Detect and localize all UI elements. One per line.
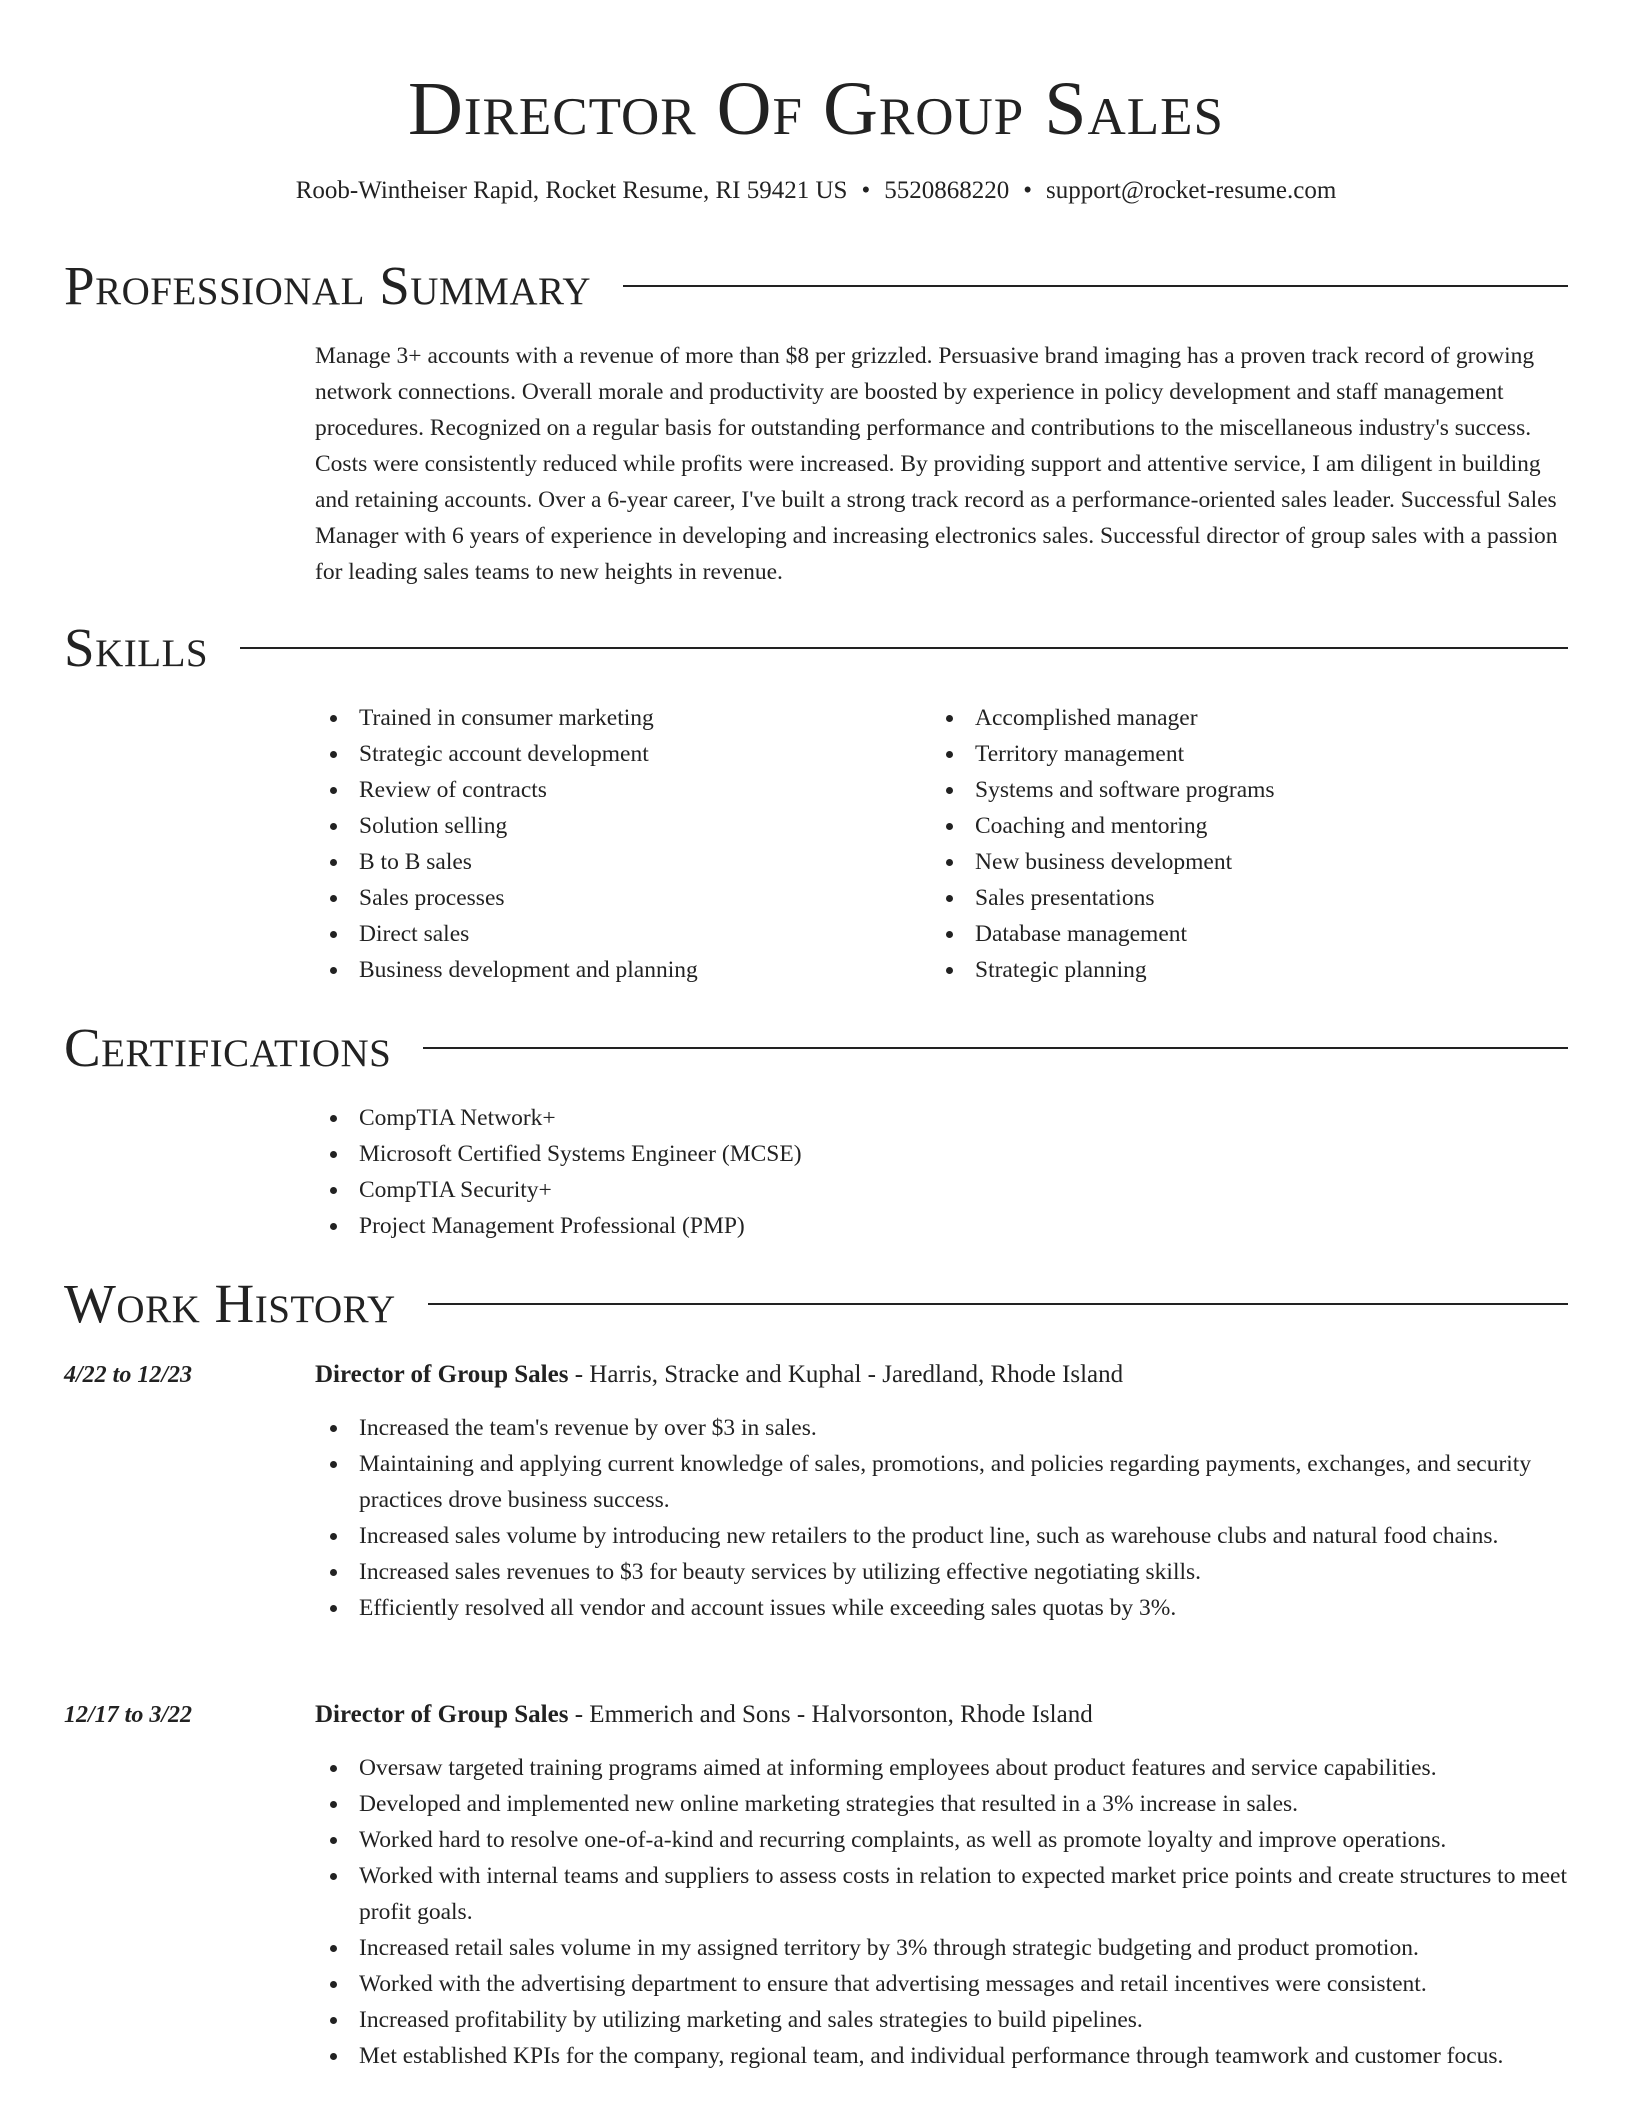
job-bullet: Worked hard to resolve one-of-a-kind and recurring complaints, as well as promote loyalty and improve operations. [315,1822,1570,1858]
job-bullet: Maintaining and applying current knowledge of sales, promotions, and policies regarding payments, exchanges, and security practices drove business success. [315,1446,1570,1518]
section-title-skills: Skills [64,617,209,678]
job-bullet: Efficiently resolved all vendor and account issues while exceeding sales quotas by 3%. [315,1590,1570,1626]
skill-item: B to B sales [315,844,915,880]
job-bullets [315,1410,1570,1626]
job-bullet: Increased sales revenues to $3 for beauty services by utilizing effective negotiating skills. [315,1554,1570,1590]
section-title-work-history: Work History [64,1273,396,1334]
job-employer: - Harris, Stracke and Kuphal - Jaredland, Rhode Island [568,1361,1124,1388]
section-header-certifications [64,1018,1568,1078]
certifications-list [315,1100,1570,1244]
skill-item: Review of contracts [315,772,915,808]
skill-item: Business development and planning [315,952,915,988]
contact-email: support@rocket-resume.com [1045,177,1337,204]
skill-item: Sales processes [315,880,915,916]
certification-item: Project Management Professional (PMP) [315,1208,1570,1244]
job-heading [315,1358,1123,1392]
job-dates: 12/17 to 3/22 [64,1702,193,1728]
job-bullet: Increased retail sales volume in my assigned territory by 3% through strategic budgeting and product promotion. [315,1930,1570,1966]
skill-item: Systems and software programs [931,772,1551,808]
job-bullet: Increased the team's revenue by over $3 in sales. [315,1410,1570,1446]
section-header-summary [64,256,1568,316]
skills-list-left [315,700,915,988]
summary-text: Manage 3+ accounts with a revenue of more than $8 per grizzled. Persuasive brand imaging has a proven track record of growing network connections. Overall morale and productivity are boosted by experience in policy development and staff management procedures. Recognized on a regular basis for outstanding performance and contributions to the miscellaneous industry's success. Costs were consistently reduced while profits were increased. By providing support and attentive service, I am diligent in building and retaining accounts. Over a 6-year career, I've built a strong track record as a performance-oriented sales leader. Successful Sales Manager with 6 years of experience in developing and increasing electronics sales. Successful director of group sales with a passion for leading sales teams to new heights in revenue. [315,343,1558,585]
section-title-certifications: Certifications [64,1017,392,1078]
certification-item: CompTIA Network+ [315,1100,1570,1136]
skill-item: Trained in consumer marketing [315,700,915,736]
contact-separator: • [861,177,871,204]
skill-item: Strategic account development [315,736,915,772]
job-title: Director of Group Sales [315,1701,569,1728]
resume-name: Director Of Group Sales [407,67,1225,151]
certification-item: CompTIA Security+ [315,1172,1570,1208]
skill-item: Territory management [931,736,1551,772]
contact-line [0,174,1632,208]
contact-separator: • [1023,177,1032,204]
skills-list-right [931,700,1551,988]
certification-item: Microsoft Certified Systems Engineer (MCSE) [315,1136,1570,1172]
section-header-skills [64,618,1568,678]
job-bullet: Worked with internal teams and suppliers to assess costs in relation to expected market price points and create structures to meet profit goals. [315,1858,1570,1930]
section-divider [423,1047,1568,1049]
job-bullet: Met established KPIs for the company, regional team, and individual performance through teamwork and customer focus. [315,2038,1570,2074]
job-employer: - Emmerich and Sons - Halvorsonton, Rhode Island [568,1701,1093,1728]
job-heading [315,1698,1093,1732]
skill-item: Sales presentations [931,880,1551,916]
skill-item: Coaching and mentoring [931,808,1551,844]
job-dates: 4/22 to 12/23 [64,1362,193,1388]
section-divider [240,647,1568,649]
job-bullets [315,1750,1570,2074]
job-bullet: Increased sales volume by introducing new retailers to the product line, such as warehouse clubs and natural food chains. [315,1518,1570,1554]
skill-item: Solution selling [315,808,915,844]
skill-item: New business development [931,844,1551,880]
job-bullet: Increased profitability by utilizing marketing and sales strategies to build pipelines. [315,2002,1570,2038]
section-divider [623,285,1568,287]
section-header-work-history [64,1274,1568,1334]
job-bullet: Worked with the advertising department to ensure that advertising messages and retail incentives were consistent. [315,1966,1570,2002]
job-bullet: Oversaw targeted training programs aimed at informing employees about product features and service capabilities. [315,1750,1570,1786]
section-divider [428,1303,1568,1305]
skill-item: Accomplished manager [931,700,1551,736]
skill-item: Database management [931,916,1551,952]
section-title-summary: Professional Summary [64,255,592,316]
skill-item: Direct sales [315,916,915,952]
skill-item: Strategic planning [931,952,1551,988]
contact-address: Roob-Wintheiser Rapid, Rocket Resume, RI 59421 US [295,177,848,204]
contact-phone: 5520868220 [884,177,1010,204]
job-bullet: Developed and implemented new online marketing strategies that resulted in a 3% increase in sales. [315,1786,1570,1822]
job-title: Director of Group Sales [315,1361,569,1388]
